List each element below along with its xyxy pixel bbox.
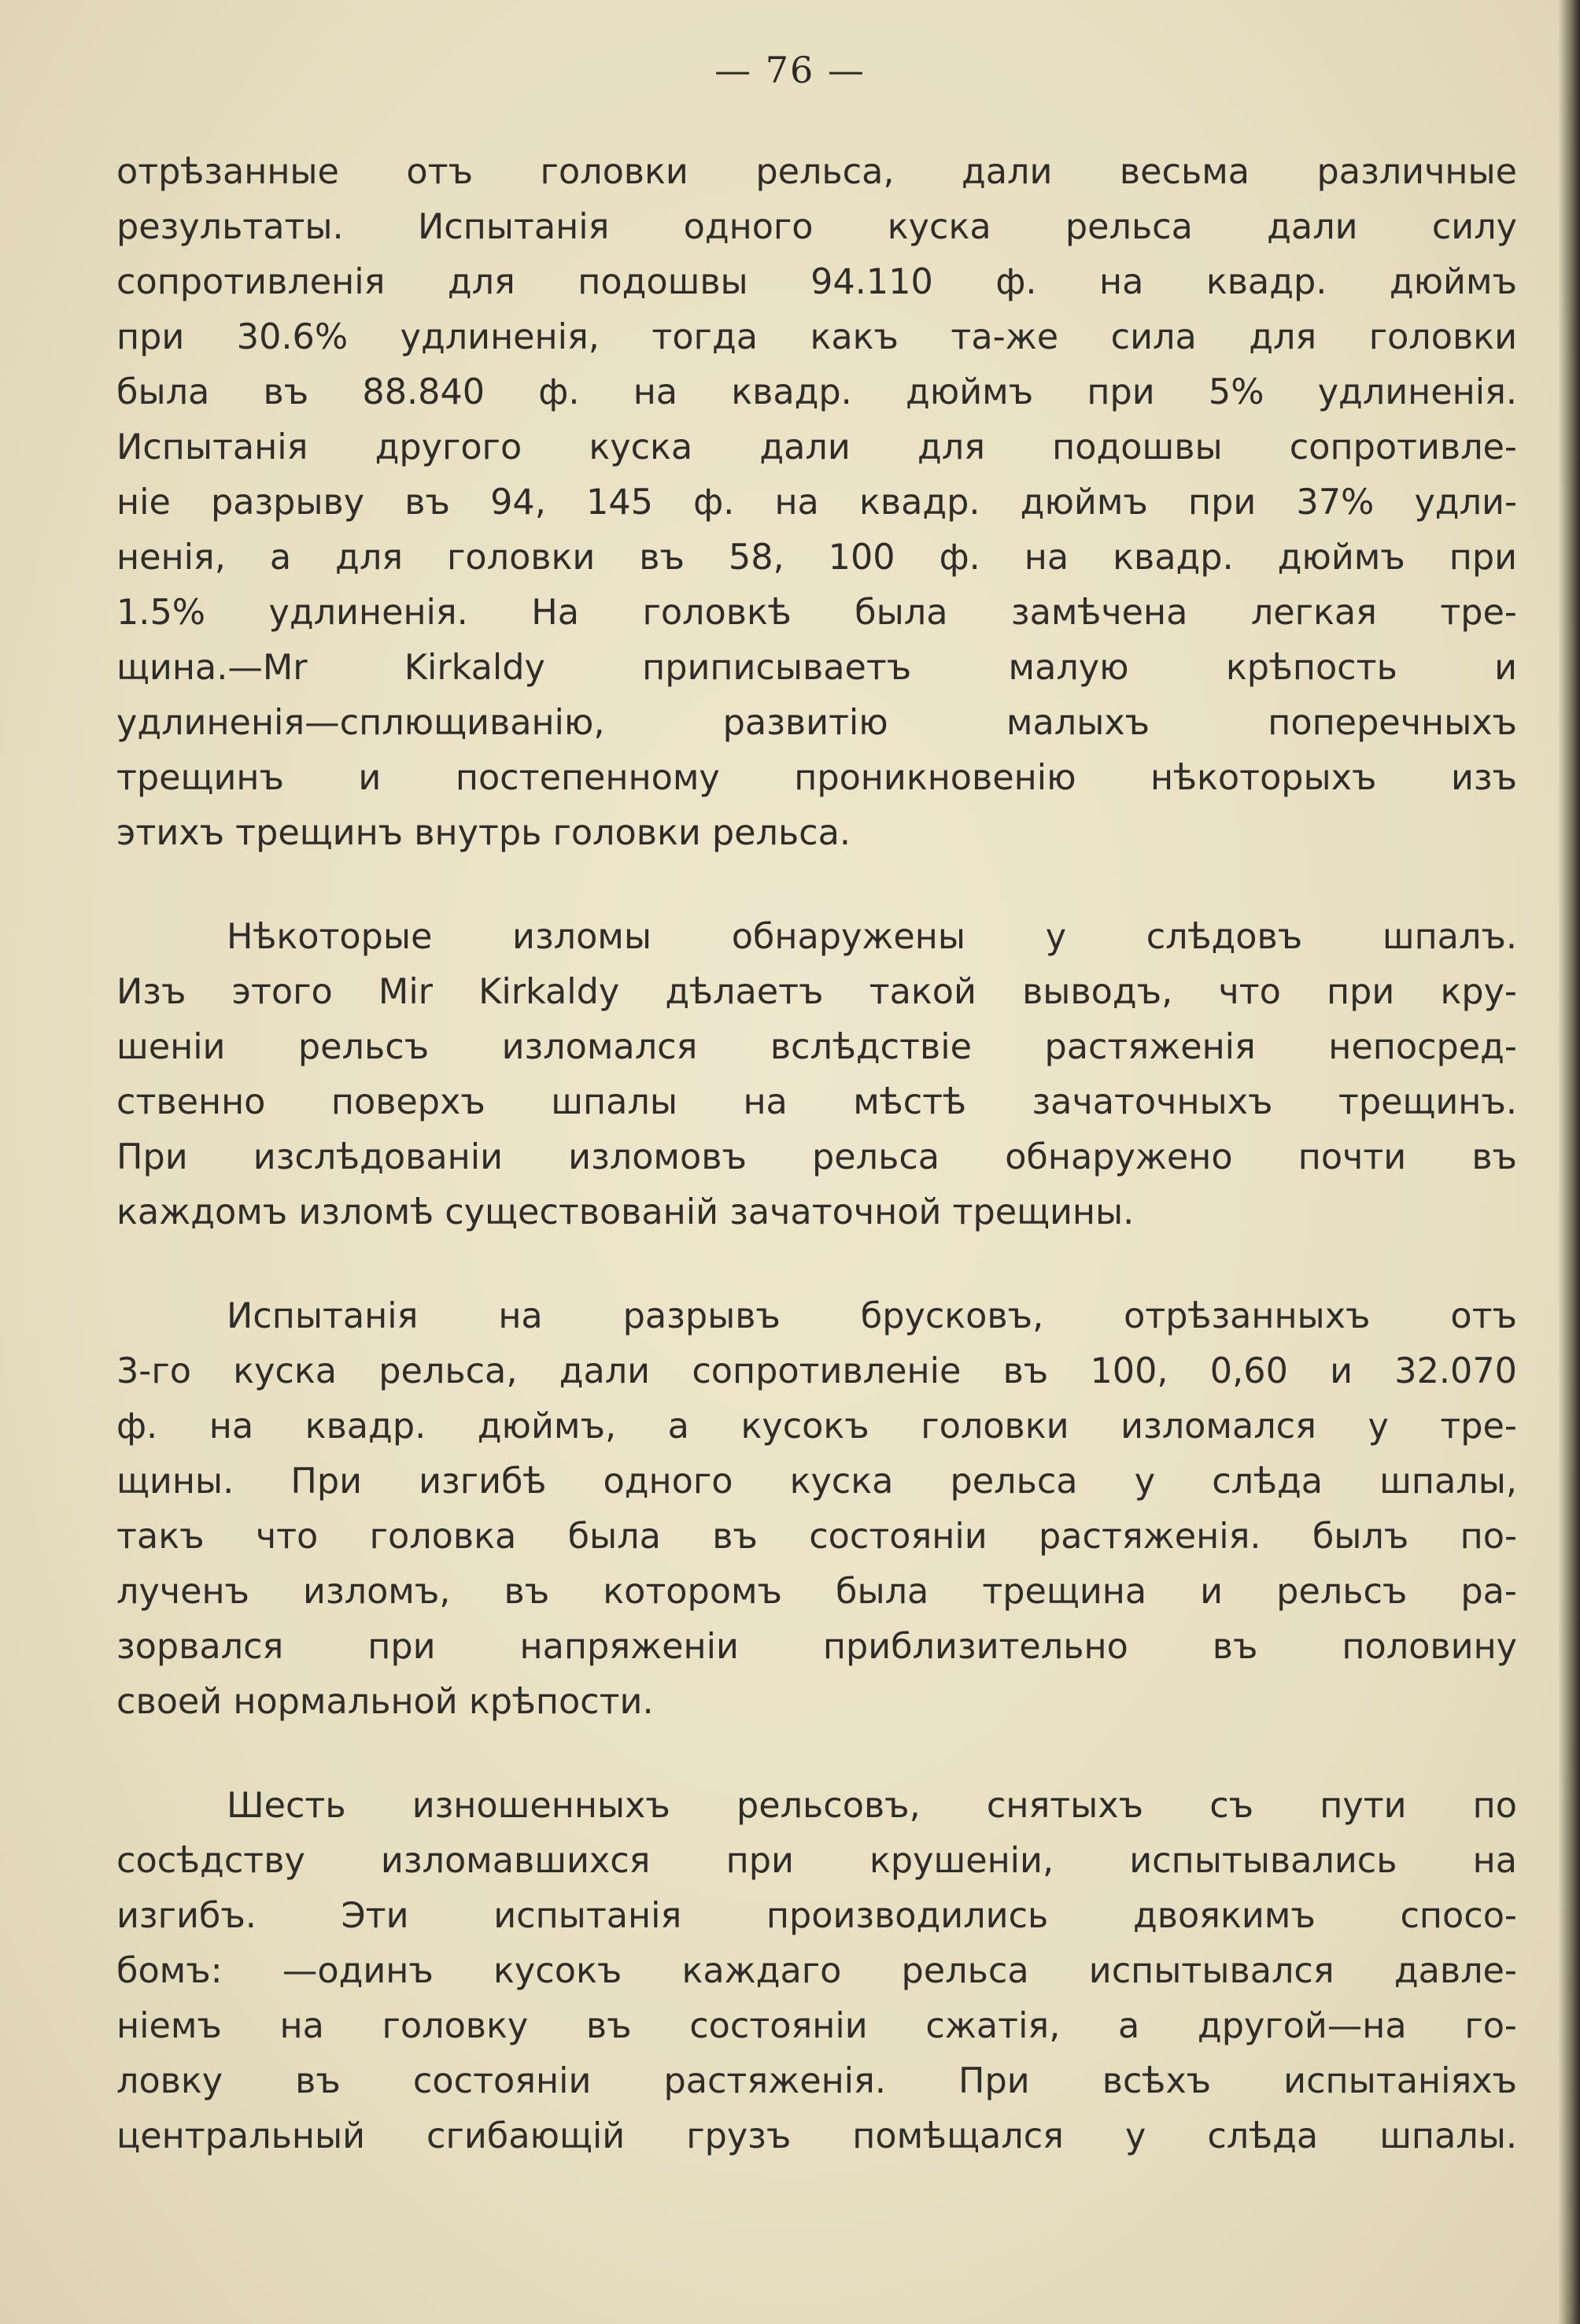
text-line: Испытанія на разрывъ брусковъ, отрѣзанныхъ отъ xyxy=(227,1296,1517,1336)
page-number: — 76 — xyxy=(714,49,866,91)
text-line: ніемъ на головку въ состояніи сжатія, а другой—на го- xyxy=(116,2006,1517,2046)
text-line: Нѣкоторые изломы обнаружены у слѣдовъ шпалъ. xyxy=(227,917,1517,957)
text-line: При изслѣдованіи изломовъ рельса обнаружено почти въ xyxy=(116,1137,1517,1177)
text-line: ненія, а для головки въ 58, 100 ф. на квадр. дюймъ при xyxy=(116,538,1517,578)
text-line: лученъ изломъ, въ которомъ была трещина и рельсъ ра- xyxy=(116,1572,1517,1612)
text-line: ственно поверхъ шпалы на мѣстѣ зачаточныхъ трещинъ. xyxy=(116,1082,1517,1122)
text-line: Изъ этого Mir Kirkaldy дѣлаетъ такой выводъ, что при кру- xyxy=(116,972,1517,1012)
text-line: ловку въ состояніи растяженія. При всѣхъ испытаніяхъ xyxy=(116,2061,1517,2101)
text-line: своей нормальной крѣпости. xyxy=(116,1682,654,1722)
text-line: результаты. Испытанія одного куска рельса дали силу xyxy=(116,207,1517,247)
text-line: Испытанія другого куска дали для подошвы сопротивле- xyxy=(116,427,1517,467)
text-line: 1.5% удлиненія. На головкѣ была замѣчена легкая тре- xyxy=(116,593,1517,633)
paragraph-4 xyxy=(116,1779,1517,2164)
text-line: сосѣдству изломавшихся при крушеніи, испытывались на xyxy=(116,1841,1517,1881)
text-line: центральный сгибающій грузъ помѣщался у слѣда шпалы. xyxy=(116,2116,1517,2156)
text-line: ніе разрыву въ 94, 145 ф. на квадр. дюймъ при 37% удли- xyxy=(116,482,1517,523)
text-line: изгибъ. Эти испытанія производились двоякимъ спосо- xyxy=(116,1896,1517,1936)
text-line: была въ 88.840 ф. на квадр. дюймъ при 5% удлиненія. xyxy=(116,372,1517,412)
text-line: 3-го куска рельса, дали сопротивленіе въ 100, 0,60 и 32.070 xyxy=(116,1351,1517,1391)
text-line: бомъ: —одинъ кусокъ каждаго рельса испытывался давле- xyxy=(116,1951,1517,1991)
text-line: этихъ трещинъ внутрь головки рельса. xyxy=(116,813,851,853)
text-line: такъ что головка была въ состояніи растяженія. былъ по- xyxy=(116,1517,1517,1557)
text-line: Шесть изношенныхъ рельсовъ, снятыхъ съ пути по xyxy=(227,1786,1517,1826)
text-line: шеніи рельсъ изломался вслѣдствіе растяженія непосред- xyxy=(116,1027,1517,1067)
text-line: каждомъ изломѣ существованій зачаточной трещины. xyxy=(116,1192,1135,1232)
paragraph-3 xyxy=(116,1289,1517,1730)
text-line: щина.—Mr Kirkaldy приписываетъ малую крѣпость и xyxy=(116,648,1517,688)
text-line: при 30.6% удлиненія, тогда какъ та-же сила для головки xyxy=(116,317,1517,357)
text-line: трещинъ и постепенному проникновенію нѣкоторыхъ изъ xyxy=(116,758,1517,798)
body-text xyxy=(116,145,1517,2164)
paragraph-1 xyxy=(116,145,1517,861)
paragraph-2 xyxy=(116,910,1517,1240)
page-edge-shadow xyxy=(1558,0,1580,2324)
text-line: ф. на квадр. дюймъ, а кусокъ головки изломался у тре- xyxy=(116,1406,1517,1446)
text-line: удлиненія—сплющиванію, развитію малыхъ поперечныхъ xyxy=(116,703,1517,743)
text-line: зорвался при напряженіи приблизительно въ половину xyxy=(116,1627,1517,1667)
text-line: отрѣзанные отъ головки рельса, дали весьма различные xyxy=(116,152,1517,192)
text-line: сопротивленія для подошвы 94.110 ф. на квадр. дюймъ xyxy=(116,262,1517,302)
text-line: щины. При изгибѣ одного куска рельса у слѣда шпалы, xyxy=(116,1461,1517,1502)
